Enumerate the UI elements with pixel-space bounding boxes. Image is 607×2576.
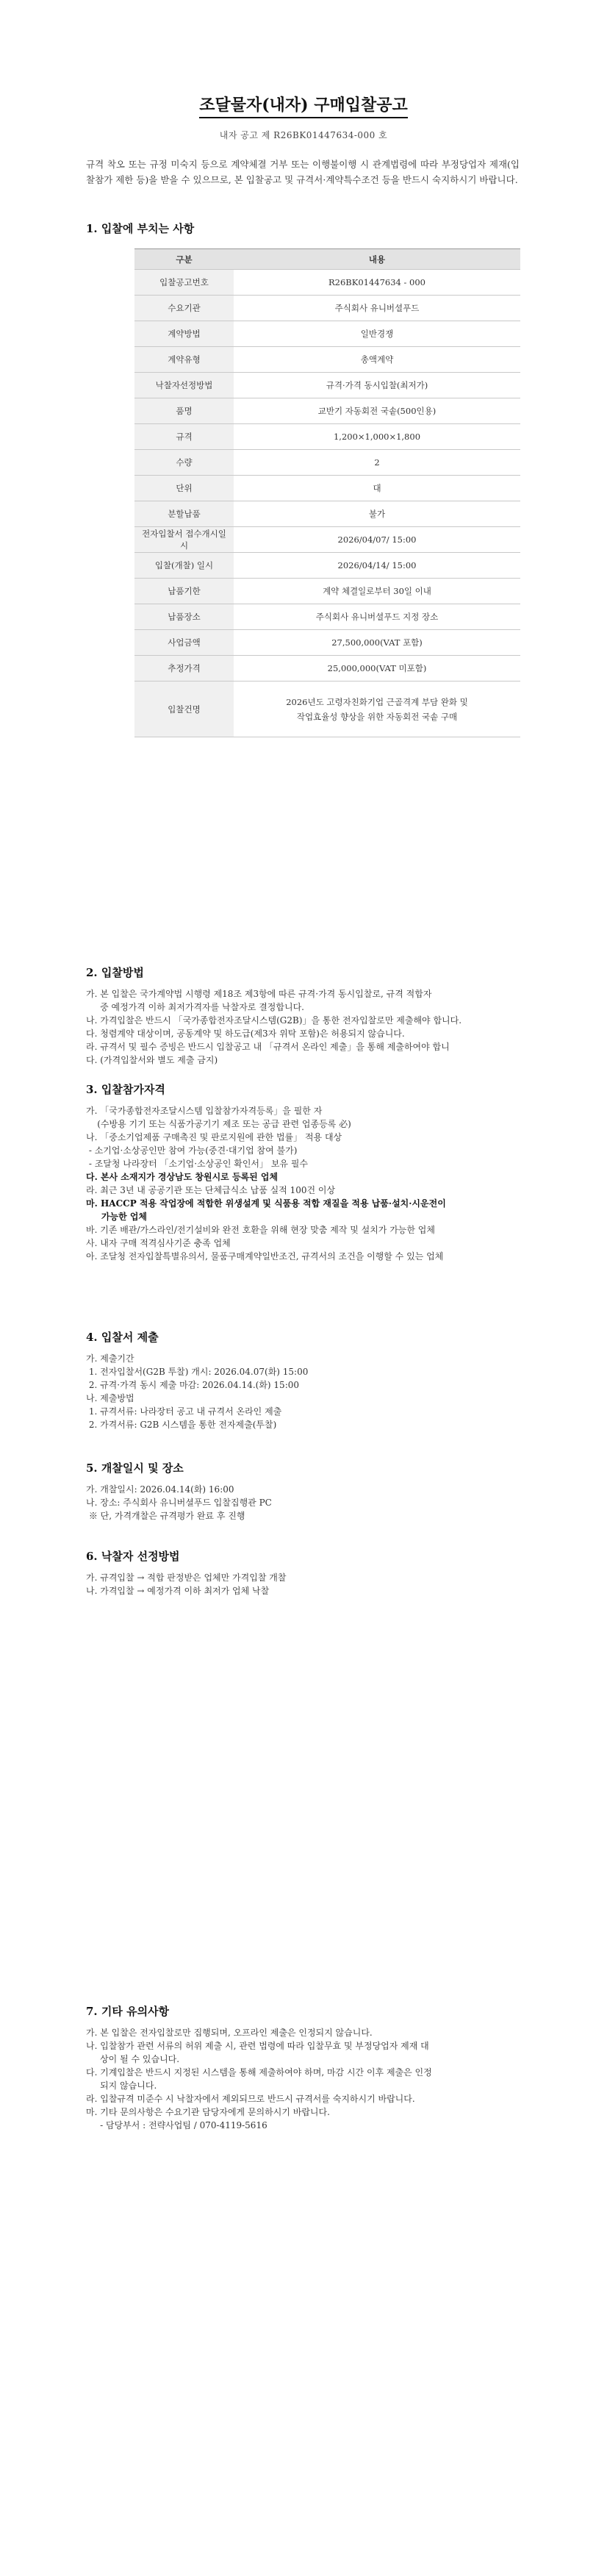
table-row [134,450,520,476]
text-line: 다. 기계입찰은 반드시 지정된 시스템을 통해 제출하여야 하며, 마감 시간 이후 제출은 인정 [86,2067,432,2078]
row-key: 단위 [134,476,234,501]
section-3-body [86,1104,521,1263]
row-value: 불가 [234,501,520,527]
section-4-body [86,1352,521,1431]
text-line: 1. 전자입찰서(G2B 투찰) 개시: 2026.04.07(화) 15:00 [86,1367,309,1377]
row-value [234,681,520,737]
row-key: 품명 [134,398,234,424]
bid-info-body [134,270,520,737]
text-line: 나. 「중소기업제품 구매촉진 및 판로지원에 관한 법률」 적용 대상 [86,1132,342,1142]
row-value: 계약 체결일로부터 30일 이내 [234,579,520,604]
row-key: 입찰(개찰) 일시 [134,553,234,579]
text-line: 가. 규격입찰 → 적합 판정받은 업체만 가격입찰 개찰 [86,1573,287,1583]
table-row [134,501,520,527]
section-6-body [86,1571,521,1598]
row-value: 일반경쟁 [234,321,520,347]
text-line: 가능한 업체 [86,1212,148,1222]
text-line: 라. 최근 3년 내 공공기관 또는 단체급식소 납품 실적 100건 이상 [86,1185,336,1195]
table-row [134,398,520,424]
section-1-title: 1. 입찰에 부치는 사항 [86,222,195,235]
row-key: 사업금액 [134,630,234,656]
bid-name-line-1: 2026년도 고령자친화기업 근골격계 부담 완화 및 [286,696,468,707]
text-line: 다. 본사 소재지가 경상남도 창원시로 등록된 업체 [86,1172,279,1182]
table-row [134,476,520,501]
text-line: - 소기업·소상공인만 참여 가능(중견·대기업 참여 불가) [86,1145,298,1156]
table-row [134,270,520,296]
text-line: 2. 가격서류: G2B 시스템을 통한 전자제출(투찰) [86,1420,277,1430]
text-line: 다. (가격입찰서와 별도 제출 금지) [86,1055,218,1065]
table-row [134,604,520,630]
text-line: (수방용 기기 또는 식품가공기기 제조 또는 공급 관련 업종등록 必) [86,1119,351,1129]
row-key: 규격 [134,424,234,450]
row-value: 2026/04/07/ 15:00 [234,527,520,553]
text-line: 가. 「국가종합전자조달시스템 입찰참가자격등록」을 필한 자 [86,1106,323,1116]
section-2-title: 2. 입찰방법 [86,966,144,979]
text-line: 2. 규격·가격 동시 제출 마감: 2026.04.14.(화) 15:00 [86,1380,300,1390]
text-line: 가. 제출기간 [86,1353,134,1364]
table-row [134,553,520,579]
text-line: 나. 장소: 주식회사 유니버셜푸드 입찰집행관 PC [86,1498,272,1508]
row-key: 낙찰자선정방법 [134,373,234,398]
row-value: 27,500,000(VAT 포함) [234,630,520,656]
row-value: 주식회사 유니버셜푸드 지정 장소 [234,604,520,630]
document-title: 조달물자(내자) 구매입찰공고 [0,93,607,115]
text-line: 나. 제출방법 [86,1393,134,1403]
row-key: 수량 [134,450,234,476]
text-line: 되지 않습니다. [86,2081,157,2091]
table-header-row [134,249,520,270]
row-value: 주식회사 유니버셜푸드 [234,296,520,321]
text-line: 마. 기타 문의사항은 수요기관 담당자에게 문의하시기 바랍니다. [86,2107,330,2117]
row-key: 수요기관 [134,296,234,321]
text-line: 가. 본 입찰은 국가계약법 시행령 제18조 제3항에 따른 규격·가격 동시입찰로, 규격 적합자 [86,989,432,999]
table-row [134,347,520,373]
text-line: ※ 단, 가격개찰은 규격평가 완료 후 진행 [86,1511,245,1521]
section-7-body [86,2026,521,2132]
row-key: 입찰공고번호 [134,270,234,296]
row-key: 납품기한 [134,579,234,604]
text-line: 가. 본 입찰은 전자입찰로만 집행되며, 오프라인 제출은 인정되지 않습니다. [86,2028,373,2038]
row-value: 2026/04/14/ 15:00 [234,553,520,579]
section-5-body [86,1483,521,1523]
row-value: R26BK01447634 - 000 [234,270,520,296]
table-row [134,527,520,553]
table-row [134,656,520,681]
table-row [134,373,520,398]
header-content: 내용 [234,249,520,270]
text-line: 라. 입찰규격 미준수 시 낙찰자에서 제외되므로 반드시 규격서를 숙지하시기 바랍니다. [86,2094,415,2104]
text-line: - 담당부서 : 전략사업팀 / 070-4119-5616 [86,2120,267,2130]
intro-paragraph: 규격 착오 또는 규정 미숙지 등으로 계약체결 거부 또는 이행불이행 시 관계법령에 따라 부정당업자 제재(입찰참가 제한 등)을 받을 수 있으므로, 본 입찰공고 및 규격서·계약특수조건 등을 반드시 숙지하시기 바랍니다. [86,159,520,185]
table-row [134,579,520,604]
row-key: 계약유형 [134,347,234,373]
table-row [134,296,520,321]
text-line: 바. 기존 배관/가스라인/전기설비와 완전 호환을 위해 현장 맞춤 제작 및 설치가 가능한 업체 [86,1225,435,1235]
text-line: 1. 규격서류: 나라장터 공고 내 규격서 온라인 제출 [86,1406,282,1417]
text-line: 사. 내자 구매 적격심사기준 충족 업체 [86,1238,231,1248]
table-row [134,321,520,347]
section-2-body [86,987,521,1067]
text-line: 상이 될 수 있습니다. [86,2054,180,2064]
section-3-title: 3. 입찰참가자격 [86,1083,165,1096]
text-line: 마. HACCP 적용 작업장에 적합한 위생설계 및 식품용 적합 재질을 적용 납품·설치·시운전이 [86,1198,446,1209]
row-value: 대 [234,476,520,501]
text-line: 다. 청렴계약 대상이며, 공동계약 및 하도급(제3자 위탁 포함)은 허용되지 않습니다. [86,1028,405,1039]
row-value: 규격·가격 동시입찰(최저가) [234,373,520,398]
row-key: 추정가격 [134,656,234,681]
text-line: 가. 개찰일시: 2026.04.14(화) 16:00 [86,1484,234,1495]
row-key: 분할납품 [134,501,234,527]
bid-name-line-2: 작업효율성 향상을 위한 자동회전 국솥 구매 [296,711,458,722]
row-value: 교반기 자동회전 국솥(500인용) [234,398,520,424]
section-5-title: 5. 개찰일시 및 장소 [86,1461,184,1475]
text-line: - 조달청 나라장터 「소기업·소상공인 확인서」 보유 필수 [86,1159,309,1169]
text-line: 라. 규격서 및 필수 증빙은 반드시 입찰공고 내 「규격서 온라인 제출」을 통해 제출하여야 합니 [86,1042,450,1052]
row-value: 25,000,000(VAT 미포함) [234,656,520,681]
row-value: 2 [234,450,520,476]
table-row-bid-name [134,681,520,737]
row-value: 총액계약 [234,347,520,373]
row-key: 입찰건명 [134,681,234,737]
header-category: 구분 [134,249,234,270]
row-value: 1,200×1,000×1,800 [234,424,520,450]
notice-number: 내자 공고 제 R26BK01447634-000 호 [219,130,388,140]
row-key: 납품장소 [134,604,234,630]
text-line: 아. 조달청 전자입찰특별유의서, 물품구매계약일반조건, 규격서의 조건을 이행할 수 있는 업체 [86,1251,444,1262]
text-line: 중 예정가격 이하 최저가격자를 낙찰자로 결정합니다. [86,1002,304,1012]
text-line: 나. 가격입찰은 반드시 「국가종합전자조달시스템(G2B)」을 통한 전자입찰로만 제출해야 합니다. [86,1015,462,1026]
row-key: 계약방법 [134,321,234,347]
section-6-title: 6. 낙찰자 선정방법 [86,1550,180,1563]
table-row [134,630,520,656]
section-4-title: 4. 입찰서 제출 [86,1331,159,1344]
row-key: 전자입찰서 접수개시일시 [134,527,234,553]
table-row [134,424,520,450]
text-line: 나. 입찰참가 관련 서류의 허위 제출 시, 관련 법령에 따라 입찰무효 및 부정당업자 제재 대 [86,2041,429,2051]
bid-info-table [134,248,520,737]
text-line: 나. 가격입찰 → 예정가격 이하 최저가 업체 낙찰 [86,1586,270,1596]
section-7-title: 7. 기타 유의사항 [86,2005,170,2018]
